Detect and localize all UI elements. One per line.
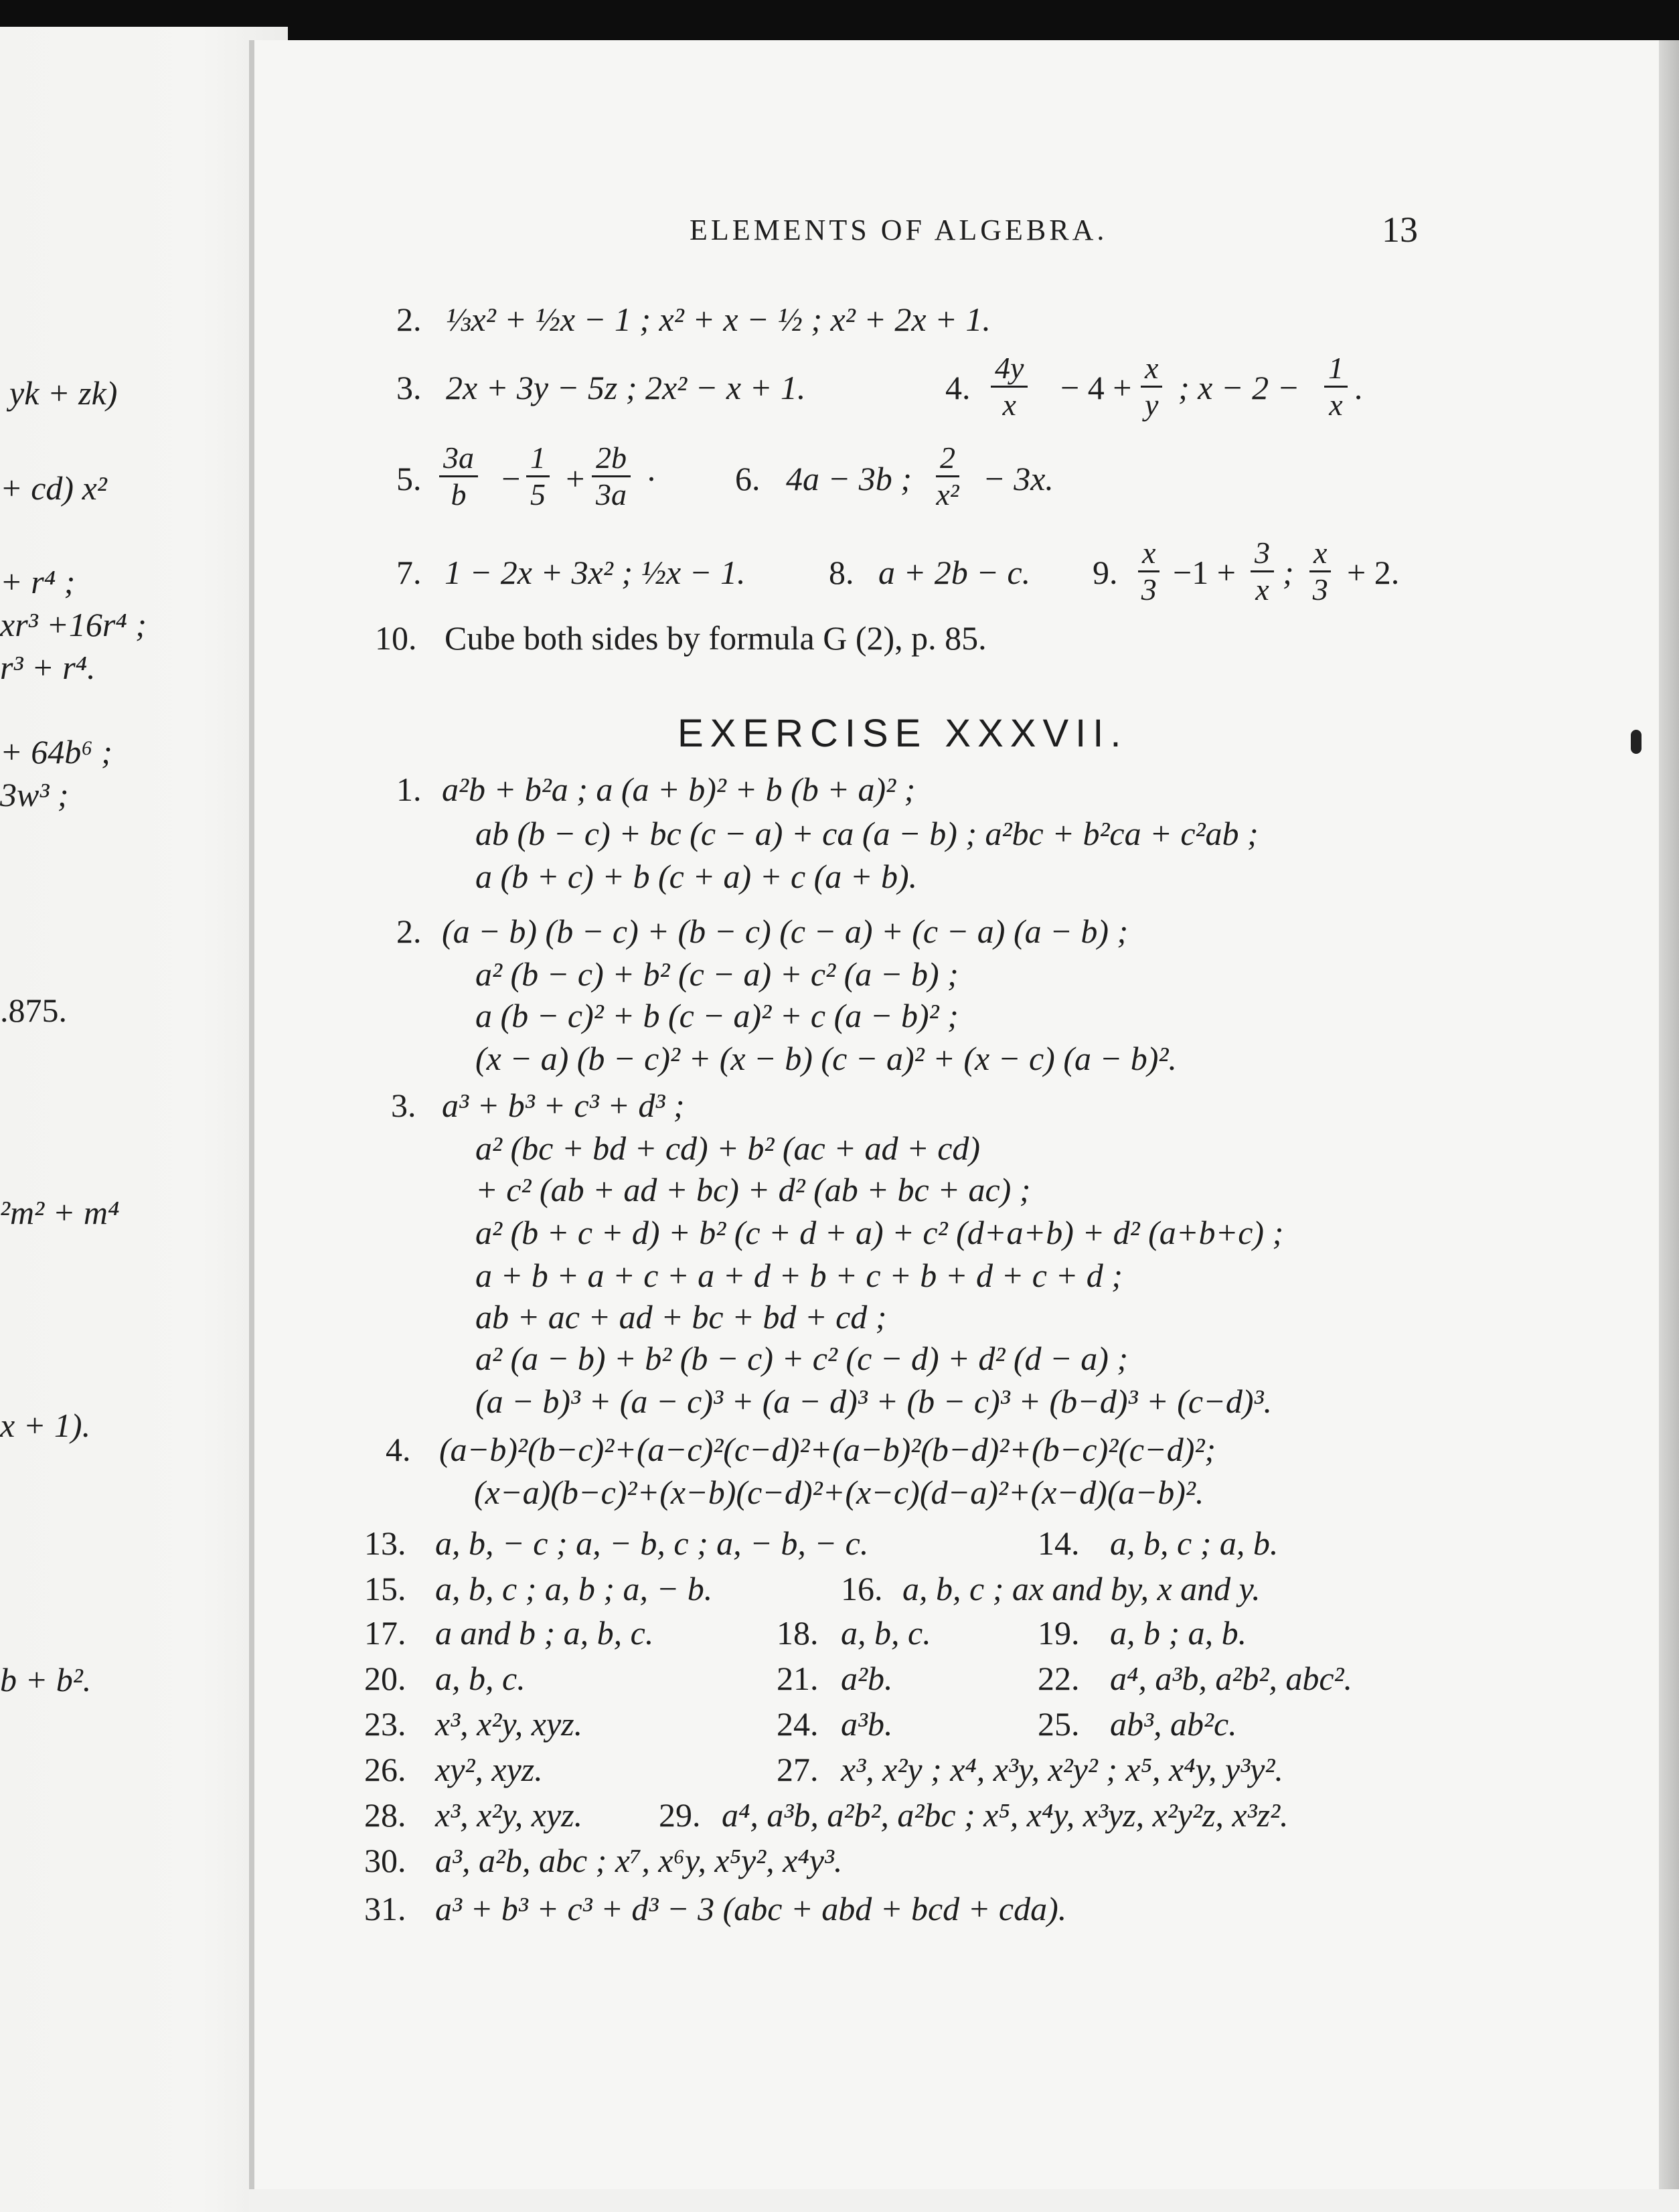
answer-text: a² (bc + bd + cd) + b² (ac + ad + cd) — [475, 1129, 981, 1167]
fraction — [439, 442, 478, 511]
answer-text: a³ + b³ + c³ + d³ − 3 (abc + abd + bcd + cda). — [435, 1890, 1067, 1927]
answer-number: 23. — [364, 1705, 406, 1743]
left-fragment: b + b². — [0, 1661, 92, 1698]
answer-text: a, b, c ; a, b. — [1110, 1524, 1279, 1562]
answer-number: 13. — [364, 1524, 406, 1562]
fraction — [1309, 537, 1331, 607]
answer-number: 19. — [1038, 1614, 1080, 1652]
answer-number: 10. — [375, 619, 417, 657]
fraction-numerator: 2b — [592, 442, 631, 477]
answer-number: 18. — [777, 1614, 819, 1652]
exercise-title: EXERCISE XXXVII. — [677, 712, 1128, 755]
left-fragment: xr³ +16r⁴ ; — [0, 606, 147, 643]
answer-text: − 3x. — [983, 460, 1054, 497]
answer-number: 4. — [945, 369, 971, 406]
answer-text: a² (b − c) + b² (c − a) + c² (a − b) ; — [475, 955, 959, 993]
fraction-numerator: 2 — [936, 442, 959, 477]
answer-number: 21. — [777, 1660, 819, 1697]
answer-text: a, b, c. — [435, 1660, 526, 1697]
answer-number: 29. — [659, 1796, 701, 1834]
fraction-numerator: 3a — [439, 442, 478, 477]
answer-text: a + b + a + c + a + d + b + c + b + d + c + d ; — [475, 1257, 1123, 1294]
fraction — [1251, 537, 1274, 607]
fraction — [1141, 352, 1162, 422]
answer-text: (x−a)(b−c)²+(x−b)(c−d)²+(x−c)(d−a)²+(x−d)(a−b)². — [474, 1474, 1204, 1511]
answer-number: 7. — [396, 554, 422, 591]
left-fragment: ²m² + m⁴ — [0, 1194, 120, 1231]
answer-text: a²b + b²a ; a (a + b)² + b (b + a)² ; — [442, 771, 916, 808]
answer-text: a³ + b³ + c³ + d³ ; — [442, 1087, 685, 1124]
page-bottom — [249, 2189, 1679, 2212]
page-edge — [1659, 40, 1679, 2212]
answer-number: 15. — [364, 1570, 406, 1607]
answer-text: + — [564, 460, 586, 497]
answer-text: a²b. — [841, 1660, 893, 1697]
answer-text: ⅓x² + ½x − 1 ; x² + x − ½ ; x² + 2x + 1. — [446, 301, 991, 338]
answer-text: a (b + c) + b (c + a) + c (a + b). — [475, 858, 918, 895]
answer-text: − — [499, 460, 522, 497]
fraction-numerator: 4y — [991, 352, 1028, 388]
answer-text: − 4 + — [1060, 369, 1132, 406]
left-fragment: x + 1). — [0, 1407, 91, 1444]
answer-text: 2x + 3y − 5z ; 2x² − x + 1. — [446, 369, 806, 406]
left-fragment: r³ + r⁴. — [0, 649, 96, 686]
answer-number: 9. — [1093, 554, 1118, 591]
answer-text: (a−b)²(b−c)²+(a−c)²(c−d)²+(a−b)²(b−d)²+(b−c)²(c−d)²; — [439, 1431, 1216, 1468]
scan-spot — [1631, 730, 1642, 754]
answer-number: 3. — [396, 369, 422, 406]
answer-text: a³b. — [841, 1705, 893, 1743]
answer-number: 24. — [777, 1705, 819, 1743]
answer-text: ab + ac + ad + bc + bd + cd ; — [475, 1298, 887, 1336]
answer-text: xy², xyz. — [435, 1751, 543, 1788]
answer-text: a and b ; a, b, c. — [435, 1614, 654, 1652]
answer-text: a, b ; a, b. — [1110, 1614, 1247, 1652]
answer-text: + 2. — [1347, 554, 1400, 591]
answer-text: x³, x²y, xyz. — [435, 1796, 583, 1834]
answer-number: 4. — [386, 1431, 411, 1468]
answer-text: ab (b − c) + bc (c − a) + ca (a − b) ; a²bc + b²ca + c²ab ; — [475, 815, 1259, 852]
answer-number: 30. — [364, 1842, 406, 1879]
answer-number: 25. — [1038, 1705, 1080, 1743]
answer-text: −1 + — [1173, 554, 1236, 591]
fraction — [1324, 352, 1348, 422]
answer-number: 2. — [396, 301, 422, 338]
answer-text: (a − b) (b − c) + (b − c) (c − a) + (c − a) (a − b) ; — [442, 913, 1129, 950]
answer-number: 22. — [1038, 1660, 1080, 1697]
left-fragment: + r⁴ ; — [0, 563, 76, 601]
answer-text: x³, x²y ; x⁴, x³y, x²y² ; x⁵, x⁴y, y³y². — [841, 1751, 1283, 1788]
fraction-denominator: 5 — [530, 477, 546, 512]
answer-text: 4a − 3b ; — [786, 460, 912, 497]
fraction-numerator: x — [1309, 537, 1331, 572]
fraction-numerator: 1 — [526, 442, 550, 477]
answer-text: a³, a²b, abc ; x⁷, x⁶y, x⁵y², x⁴y³. — [435, 1842, 843, 1879]
fraction — [1138, 537, 1160, 607]
answer-text: x³, x²y, xyz. — [435, 1705, 583, 1743]
left-fragment: + cd) x² — [0, 469, 107, 507]
answer-number: 17. — [364, 1614, 406, 1652]
answer-number: 31. — [364, 1890, 406, 1927]
answer-text: a + 2b − c. — [878, 554, 1031, 591]
answer-text: Cube both sides by formula G (2), p. 85. — [445, 619, 987, 657]
fraction-numerator: 1 — [1324, 352, 1348, 388]
answer-text: a, b, c. — [841, 1614, 931, 1652]
answer-text: · — [647, 460, 655, 497]
page-number: 13 — [1382, 210, 1418, 250]
fraction-denominator: 3 — [1141, 572, 1157, 607]
answer-number: 20. — [364, 1660, 406, 1697]
left-fragment: yk + zk) — [9, 374, 118, 412]
fraction-denominator: 3 — [1312, 572, 1328, 607]
left-fragment: + 64b⁶ ; — [0, 733, 112, 771]
right-page — [249, 40, 1667, 2212]
answer-number: 3. — [391, 1087, 416, 1124]
fraction-denominator: y — [1145, 388, 1159, 422]
answer-text: a (b − c)² + b (c − a)² + c (a − b)² ; — [475, 997, 959, 1034]
answer-number: 2. — [396, 913, 422, 950]
answer-number: 27. — [777, 1751, 819, 1788]
answer-text: a⁴, a³b, a²b², a²bc ; x⁵, x⁴y, x³yz, x²y²z, x³z². — [722, 1796, 1289, 1834]
fraction — [526, 442, 550, 511]
answer-number: 8. — [829, 554, 854, 591]
answer-text: + c² (ab + ad + bc) + d² (ab + bc + ac) ; — [475, 1171, 1031, 1208]
answer-text: ; x − 2 − — [1178, 369, 1300, 406]
fraction-numerator: 3 — [1251, 537, 1274, 572]
answer-text: a, b, c ; ax and by, x and y. — [902, 1570, 1261, 1607]
fraction-numerator: x — [1141, 352, 1162, 388]
answer-text: ab³, ab²c. — [1110, 1705, 1237, 1743]
answer-text: a² (a − b) + b² (b − c) + c² (c − d) + d² (d − a) ; — [475, 1340, 1129, 1377]
fraction — [592, 442, 631, 511]
answer-text: a, b, − c ; a, − b, c ; a, − b, − c. — [435, 1524, 869, 1562]
answer-number: 1. — [396, 771, 422, 808]
answer-text: a⁴, a³b, a²b², abc². — [1110, 1660, 1353, 1697]
fraction-denominator: x² — [936, 477, 959, 512]
answer-number: 26. — [364, 1751, 406, 1788]
answer-text: (a − b)³ + (a − c)³ + (a − d)³ + (b − c)³ + (b−d)³ + (c−d)³. — [475, 1382, 1272, 1420]
answer-number: 28. — [364, 1796, 406, 1834]
fraction — [936, 442, 959, 511]
fraction-numerator: x — [1138, 537, 1160, 572]
fraction — [991, 352, 1028, 422]
answer-text: . — [1355, 369, 1364, 406]
answer-number: 16. — [841, 1570, 883, 1607]
left-fragment: .875. — [0, 992, 67, 1029]
left-fragment: 3w³ ; — [0, 776, 69, 813]
left-page — [0, 27, 288, 2212]
answer-number: 14. — [1038, 1524, 1080, 1562]
answer-text: a² (b + c + d) + b² (c + d + a) + c² (d+a+b) + d² (a+b+c) ; — [475, 1214, 1284, 1251]
fraction-denominator: x — [1002, 388, 1016, 422]
fraction-denominator: 3a — [596, 477, 627, 512]
fraction-denominator: x — [1329, 388, 1343, 422]
answer-number: 6. — [735, 460, 761, 497]
fraction-denominator: b — [451, 477, 467, 512]
answer-text: a, b, c ; a, b ; a, − b. — [435, 1570, 713, 1607]
answer-text: 1 − 2x + 3x² ; ½x − 1. — [445, 554, 746, 591]
answer-text: (x − a) (b − c)² + (x − b) (c − a)² + (x − c) (a − b)². — [475, 1040, 1177, 1077]
running-header: ELEMENTS OF ALGEBRA. — [690, 214, 1108, 246]
answer-text: ; — [1283, 554, 1294, 591]
answer-number: 5. — [396, 460, 422, 497]
fraction-denominator: x — [1255, 572, 1269, 607]
